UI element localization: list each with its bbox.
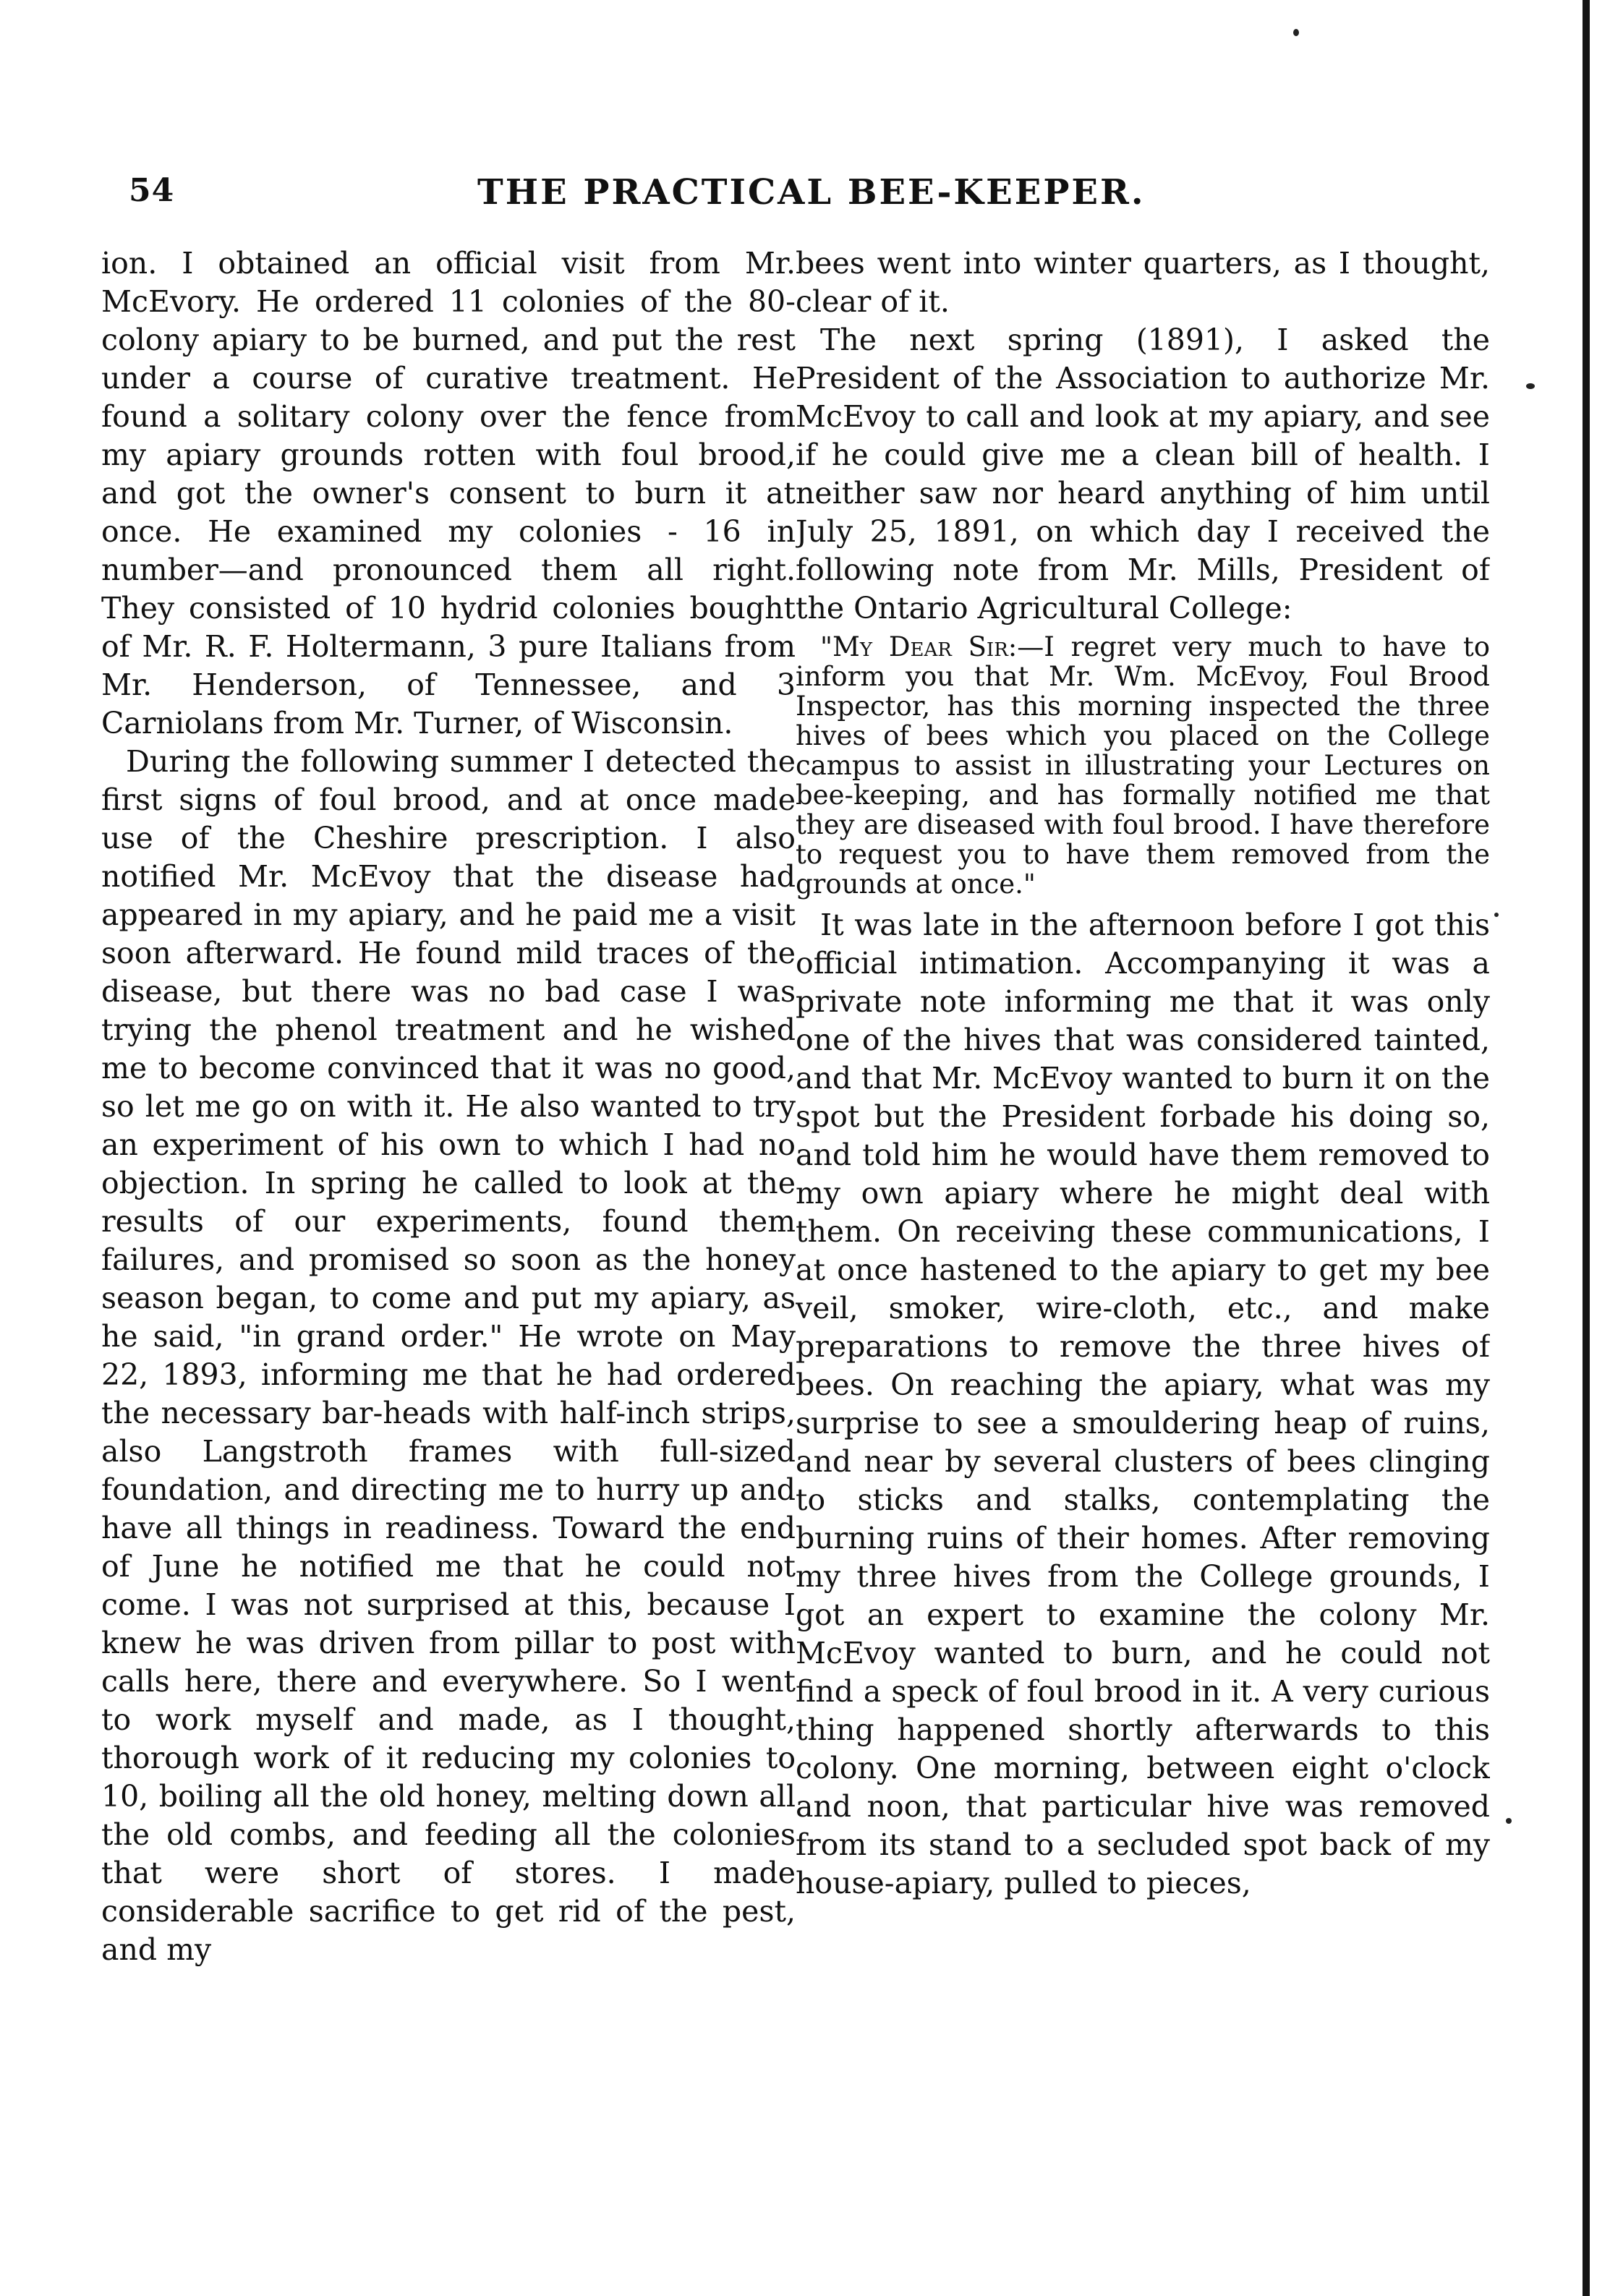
scan-edge-rule [1583, 0, 1590, 2296]
scan-speck [1506, 1818, 1512, 1824]
left-column [101, 244, 796, 2269]
quoted-letter [796, 632, 1490, 899]
right-paragraph-2: The next spring (1891), I asked the President of the Association to authorize Mr. McEvoy to call and look at my apiary, and see if he could give me a clean bill of health. I neither saw nor heard anything of him until July 25, 1891, on which day I received the following note from Mr. Mills, President of the Ontario Agricultural College: [796, 323, 1490, 626]
left-paragraph-1: ion. I obtained an official visit from Mr. McEvory. He ordered 11 colonies of the 80-colony apiary to be burned, and put the rest under a course of curative treatment. He found a solitary colony over the fence from my apiary grounds rotten with foul brood, and got the owner's consent to burn it at once. He examined my colonies - 16 in number—and pronounced them all right. They consisted of 10 hydrid colonies bought of Mr. R. F. Holtermann, 3 pure Italians from Mr. Henderson, of Tennessee, and 3 Carniolans from Mr. Turner, of Wisconsin. [101, 246, 796, 741]
right-paragraph-3: It was late in the afternoon before I got this official intimation. Accompanying it was a private note informing me that it was only one of the hives that was considered tainted, and that Mr. McEvoy wanted to burn it on the spot but the President forbade his doing so, and told him he would have them removed to my own apiary where he might deal with them. On receiving these communications, I at once hastened to the apiary to get my bee veil, smoker, wire-cloth, etc., and make preparations to remove the three hives of bees. On reaching the apiary, what was my surprise to see a smouldering heap of ruins, and near by several clusters of bees clinging to sticks and stalks, contemplating the burning ruins of their homes. After removing my three hives from the College grounds, I got an expert to examine the colony Mr. McEvoy wanted to burn, and he could not find a speck of foul brood in it. A very curious thing happened shortly afterwards to this colony. One morning, between eight o'clock and noon, that particular hive was removed from its stand to a secluded spot back of my house-apiary, pulled to pieces, [796, 908, 1490, 1900]
page-number: 54 [129, 172, 175, 209]
scan-speck [1293, 29, 1299, 36]
scan-speck [1526, 383, 1535, 389]
letter-salutation: "My Dear Sir: [820, 631, 1018, 662]
scan-speck [1494, 913, 1499, 917]
running-title: THE PRACTICAL BEE-KEEPER. [477, 172, 1146, 213]
left-paragraph-2: During the following summer I detected the first signs of foul brood, and at once made use of the Cheshire prescription. I also notified Mr. McEvoy that the disease had appeared in my apiary, and he paid me a visit soon afterward. He found mild traces of the disease, but there was no bad case I was trying the phenol treatment and he wished me to become convinced that it was no good, so let me go on with it. He also wanted to try an experiment of his own to which I had no objection. In spring he called to look at the results of our experiments, found them failures, and promised so soon as the honey season began, to come and put my apiary, as he said, "in grand order." He wrote on May 22, 1893, informing me that he had ordered the necessary bar-heads with half-inch strips, also Langstroth frames with full-sized foundation, and directing me to hurry up and have all things in readiness. Toward the end of June he notified me that he could not come. I was not surprised at this, because I knew he was driven from pillar to post with calls here, there and everywhere. So I went to work myself and made, as I thought, thorough work of it reducing my colonies to 10, boiling all the old honey, melting down all the old combs, and feeding all the colonies that were short of stores. I made considerable sacrifice to get rid of the pest, and my [101, 744, 796, 1967]
right-column [796, 244, 1490, 2269]
letter-body: —I regret very much to have to inform you that Mr. Wm. McEvoy, Foul Brood Inspector, has this morning inspected the three hives of bees which you placed on the College campus to assist in illustrating your Lectures on bee-keeping, and has formally notified me that they are diseased with foul brood. I have therefore to request you to have them removed from the grounds at once." [796, 631, 1490, 900]
right-paragraph-1: bees went into winter quarters, as I thought, clear of it. [796, 246, 1490, 319]
